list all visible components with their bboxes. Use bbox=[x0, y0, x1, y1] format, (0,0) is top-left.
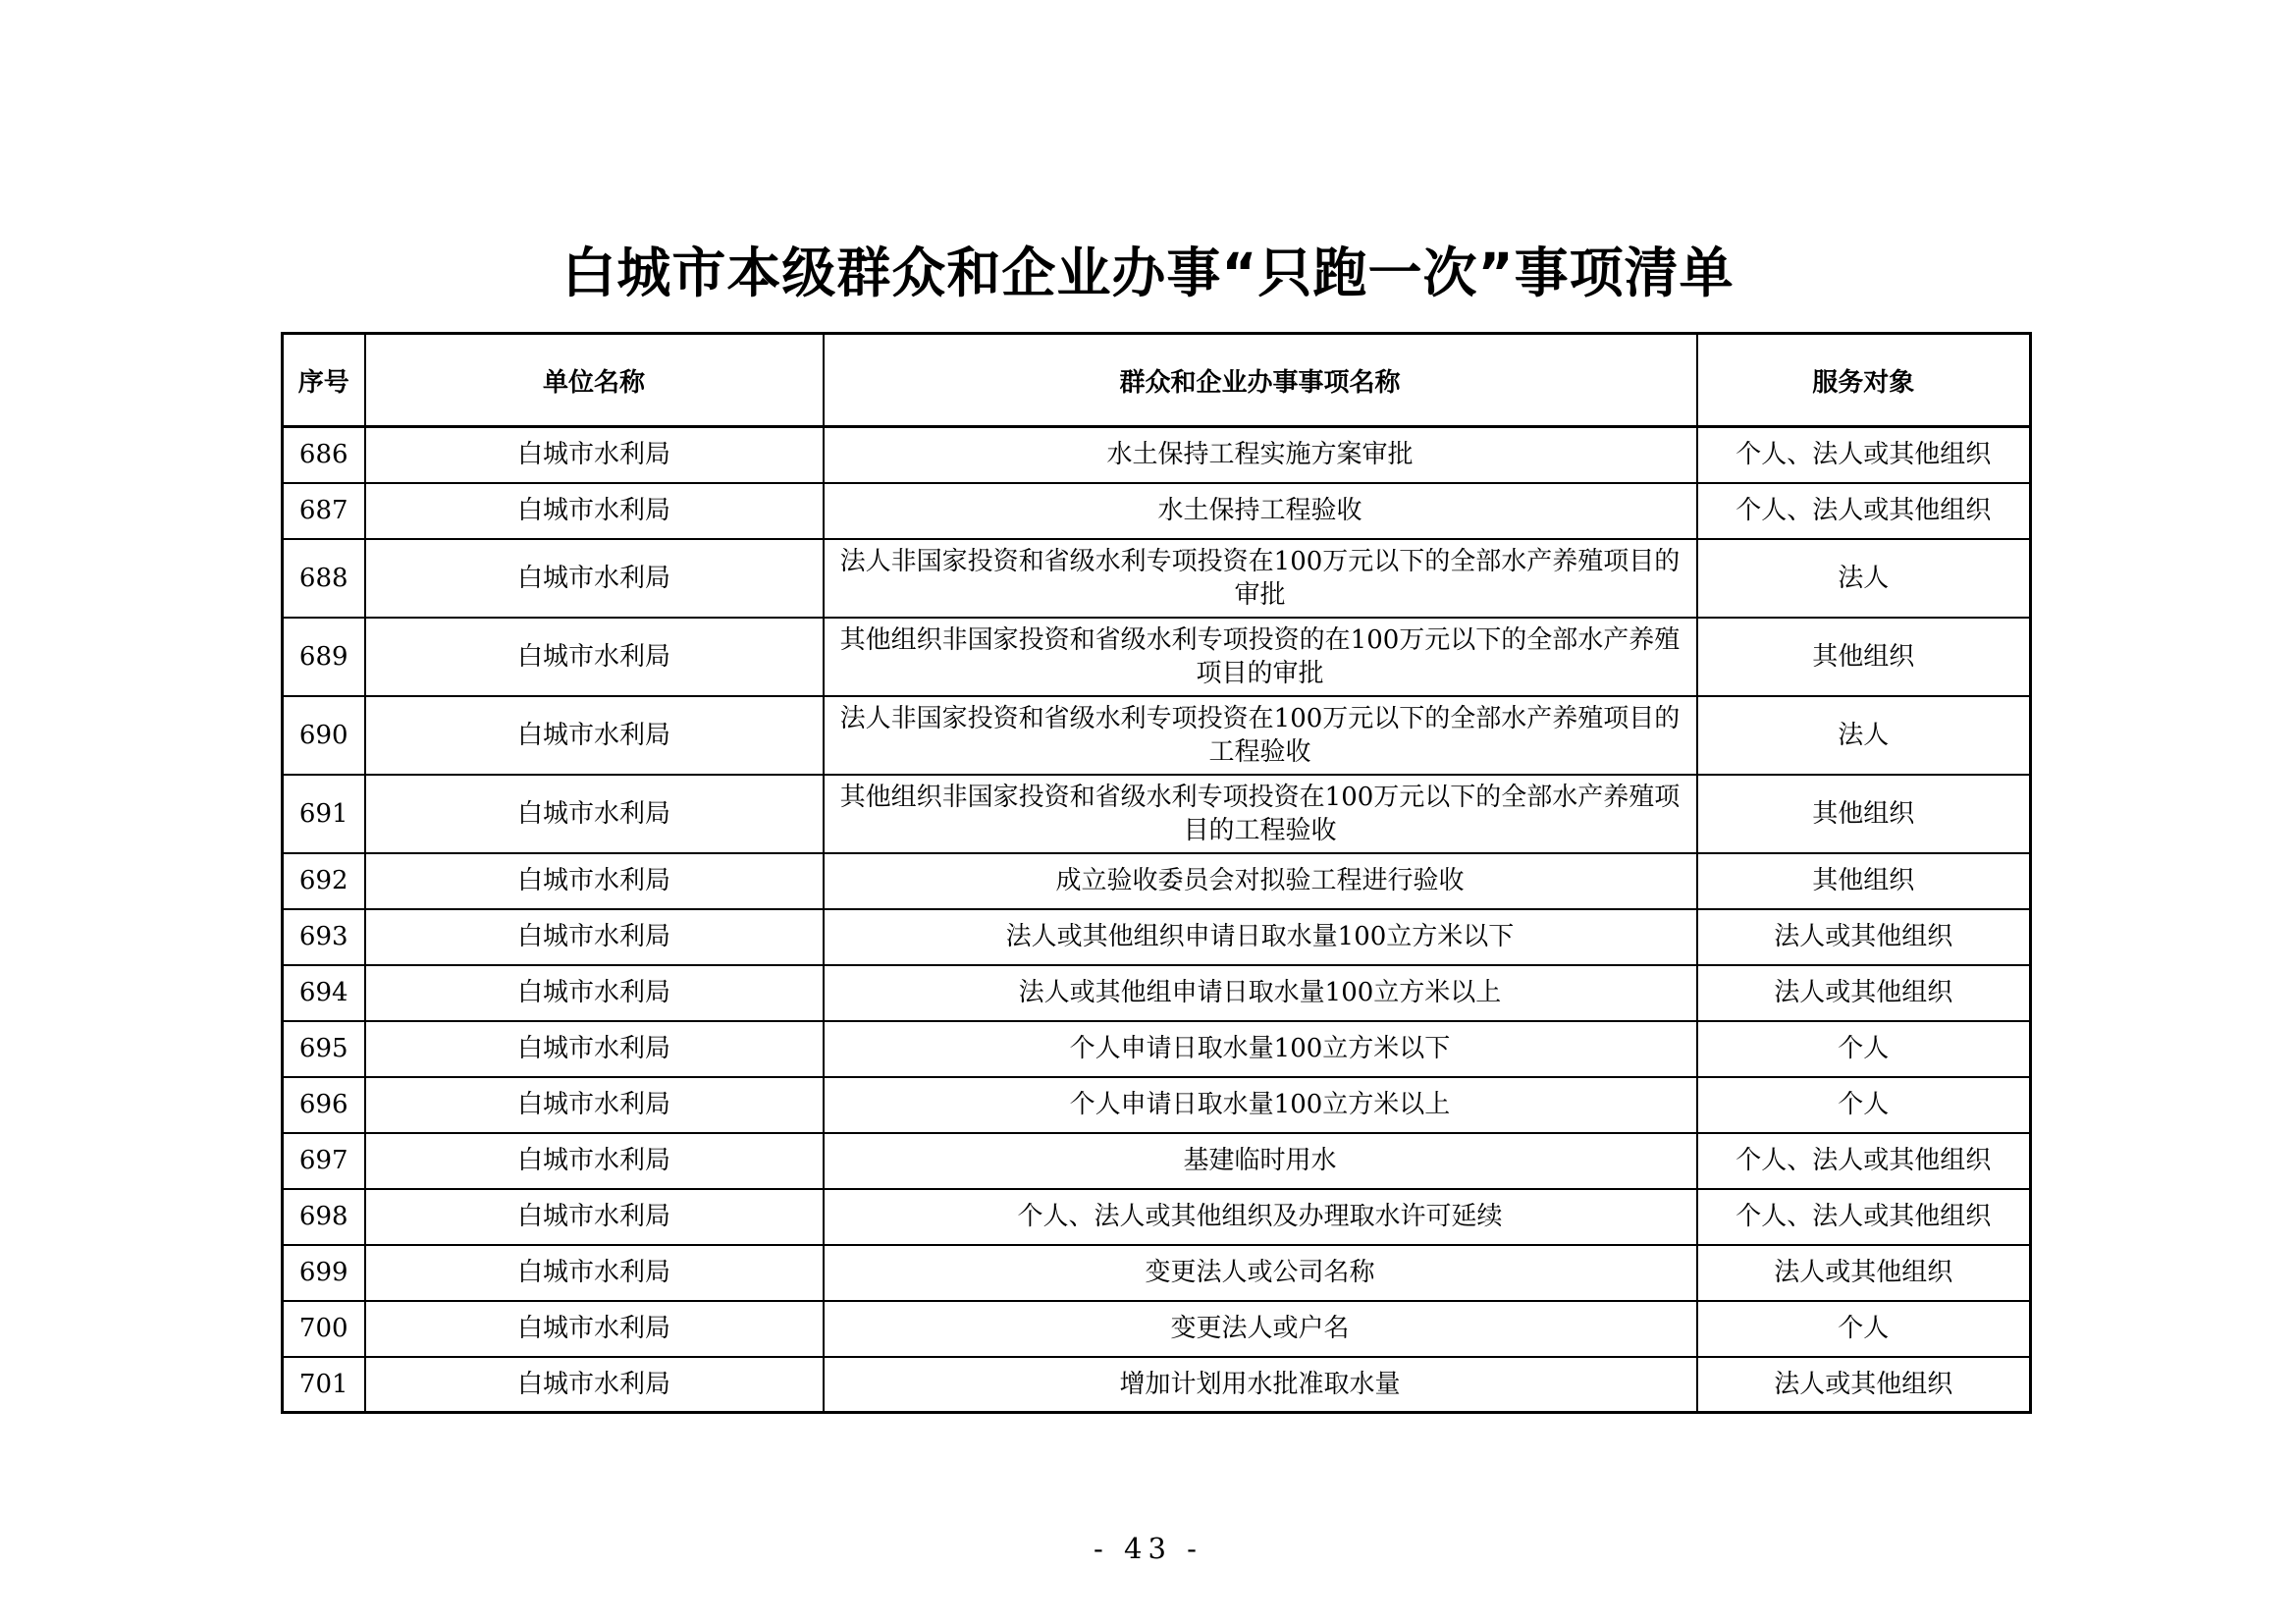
table-row bbox=[283, 853, 2031, 909]
cell-item: 基建临时用水 bbox=[824, 1133, 1697, 1189]
cell-item: 个人、法人或其他组织及办理取水许可延续 bbox=[824, 1189, 1697, 1245]
cell-target: 其他组织 bbox=[1697, 618, 2031, 696]
cell-unit: 白城市水利局 bbox=[365, 1077, 824, 1133]
table-row bbox=[283, 1357, 2031, 1413]
header-unit: 单位名称 bbox=[365, 334, 824, 427]
cell-index: 686 bbox=[283, 427, 365, 483]
cell-target: 个人、法人或其他组织 bbox=[1697, 1133, 2031, 1189]
cell-index: 696 bbox=[283, 1077, 365, 1133]
cell-unit: 白城市水利局 bbox=[365, 618, 824, 696]
cell-index: 688 bbox=[283, 539, 365, 618]
cell-unit: 白城市水利局 bbox=[365, 965, 824, 1021]
cell-unit: 白城市水利局 bbox=[365, 1245, 824, 1301]
cell-item: 法人非国家投资和省级水利专项投资在100万元以下的全部水产养殖项目的工程验收 bbox=[824, 696, 1697, 775]
cell-target: 个人、法人或其他组织 bbox=[1697, 1189, 2031, 1245]
table-row bbox=[283, 1133, 2031, 1189]
table-row bbox=[283, 1245, 2031, 1301]
cell-index: 695 bbox=[283, 1021, 365, 1077]
cell-target: 个人 bbox=[1697, 1077, 2031, 1133]
cell-target: 个人、法人或其他组织 bbox=[1697, 427, 2031, 483]
table-row bbox=[283, 775, 2031, 853]
header-index: 序号 bbox=[283, 334, 365, 427]
items-table bbox=[281, 332, 2032, 1414]
cell-unit: 白城市水利局 bbox=[365, 1189, 824, 1245]
cell-target: 个人 bbox=[1697, 1021, 2031, 1077]
cell-target: 个人 bbox=[1697, 1301, 2031, 1357]
cell-item: 法人或其他组申请日取水量100立方米以上 bbox=[824, 965, 1697, 1021]
cell-unit: 白城市水利局 bbox=[365, 1301, 824, 1357]
cell-index: 697 bbox=[283, 1133, 365, 1189]
cell-index: 692 bbox=[283, 853, 365, 909]
cell-unit: 白城市水利局 bbox=[365, 1021, 824, 1077]
cell-item: 法人非国家投资和省级水利专项投资在100万元以下的全部水产养殖项目的审批 bbox=[824, 539, 1697, 618]
table-row bbox=[283, 696, 2031, 775]
table-row bbox=[283, 1189, 2031, 1245]
cell-unit: 白城市水利局 bbox=[365, 853, 824, 909]
cell-index: 700 bbox=[283, 1301, 365, 1357]
cell-target: 法人或其他组织 bbox=[1697, 1357, 2031, 1413]
cell-item: 变更法人或户名 bbox=[824, 1301, 1697, 1357]
header-target: 服务对象 bbox=[1697, 334, 2031, 427]
cell-item: 个人申请日取水量100立方米以下 bbox=[824, 1021, 1697, 1077]
cell-index: 701 bbox=[283, 1357, 365, 1413]
table-row bbox=[283, 539, 2031, 618]
cell-unit: 白城市水利局 bbox=[365, 1133, 824, 1189]
cell-index: 691 bbox=[283, 775, 365, 853]
cell-unit: 白城市水利局 bbox=[365, 775, 824, 853]
table-row bbox=[283, 1021, 2031, 1077]
cell-unit: 白城市水利局 bbox=[365, 427, 824, 483]
cell-item: 其他组织非国家投资和省级水利专项投资在100万元以下的全部水产养殖项目的工程验收 bbox=[824, 775, 1697, 853]
cell-index: 687 bbox=[283, 483, 365, 539]
page-title: 白城市本级群众和企业办事“只跑一次”事项清单 bbox=[561, 242, 1735, 304]
cell-target: 其他组织 bbox=[1697, 775, 2031, 853]
cell-target: 法人或其他组织 bbox=[1697, 965, 2031, 1021]
cell-unit: 白城市水利局 bbox=[365, 539, 824, 618]
page-number: - 43 - bbox=[1094, 1532, 1202, 1565]
cell-index: 699 bbox=[283, 1245, 365, 1301]
cell-index: 690 bbox=[283, 696, 365, 775]
table-row bbox=[283, 909, 2031, 965]
table-row bbox=[283, 1077, 2031, 1133]
cell-target: 法人或其他组织 bbox=[1697, 1245, 2031, 1301]
table-row bbox=[283, 618, 2031, 696]
table-header-row bbox=[283, 334, 2031, 427]
table-row bbox=[283, 1301, 2031, 1357]
cell-unit: 白城市水利局 bbox=[365, 909, 824, 965]
cell-target: 法人 bbox=[1697, 539, 2031, 618]
cell-target: 其他组织 bbox=[1697, 853, 2031, 909]
cell-item: 水土保持工程验收 bbox=[824, 483, 1697, 539]
cell-index: 694 bbox=[283, 965, 365, 1021]
cell-unit: 白城市水利局 bbox=[365, 696, 824, 775]
table-row bbox=[283, 483, 2031, 539]
table-row bbox=[283, 427, 2031, 483]
header-item: 群众和企业办事事项名称 bbox=[824, 334, 1697, 427]
cell-item: 增加计划用水批准取水量 bbox=[824, 1357, 1697, 1413]
cell-item: 成立验收委员会对拟验工程进行验收 bbox=[824, 853, 1697, 909]
cell-target: 法人 bbox=[1697, 696, 2031, 775]
cell-index: 698 bbox=[283, 1189, 365, 1245]
cell-target: 法人或其他组织 bbox=[1697, 909, 2031, 965]
cell-item: 变更法人或公司名称 bbox=[824, 1245, 1697, 1301]
table-row bbox=[283, 965, 2031, 1021]
cell-item: 个人申请日取水量100立方米以上 bbox=[824, 1077, 1697, 1133]
cell-item: 法人或其他组织申请日取水量100立方米以下 bbox=[824, 909, 1697, 965]
cell-item: 其他组织非国家投资和省级水利专项投资的在100万元以下的全部水产养殖项目的审批 bbox=[824, 618, 1697, 696]
cell-item: 水土保持工程实施方案审批 bbox=[824, 427, 1697, 483]
cell-index: 693 bbox=[283, 909, 365, 965]
cell-unit: 白城市水利局 bbox=[365, 1357, 824, 1413]
cell-target: 个人、法人或其他组织 bbox=[1697, 483, 2031, 539]
cell-unit: 白城市水利局 bbox=[365, 483, 824, 539]
cell-index: 689 bbox=[283, 618, 365, 696]
